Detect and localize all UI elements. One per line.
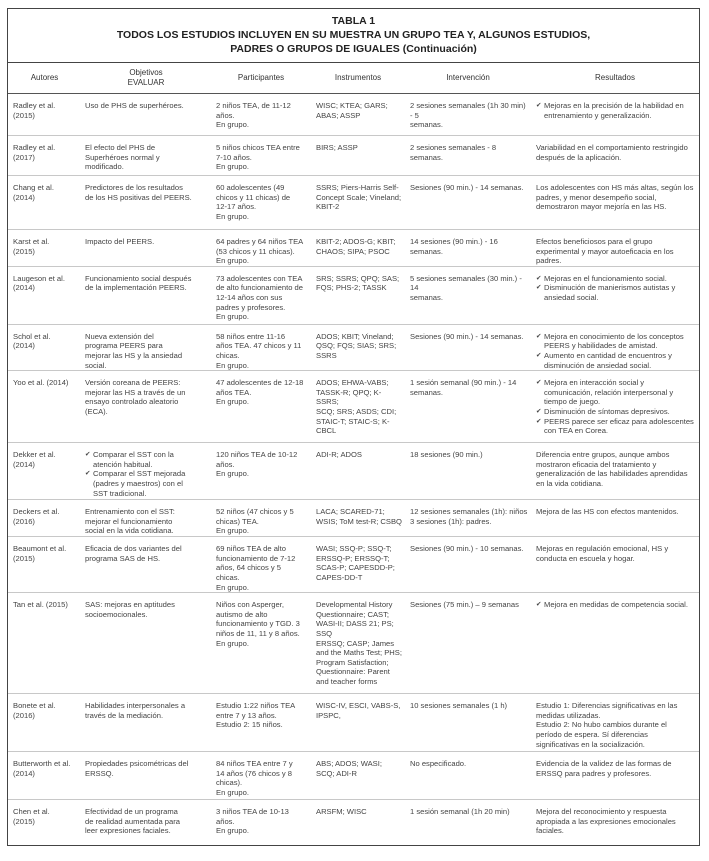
table-row bbox=[8, 136, 699, 176]
cell-resultados: Mejora de las HS con efectos mantenidos. bbox=[531, 500, 699, 537]
table-row bbox=[8, 800, 699, 861]
cell-instrumentos: SRS; SSRS; QPQ; SAS; FQS; PHS-2; TASSK bbox=[311, 266, 405, 324]
cell-autores: Chen et al. (2015) bbox=[13, 807, 50, 826]
cell-intervencion: 2 sesiones semanales (1h 30 min) - 5 semanas. bbox=[405, 94, 531, 136]
cell-participantes: 120 niños TEA de 10-12 años. En grupo. bbox=[211, 443, 311, 500]
cell-resultados: Los adolescentes con HS más altas, según los padres, y menor desempeño social, demostraron mayor mejoría en las HS. bbox=[531, 176, 699, 230]
table-frame bbox=[7, 8, 700, 846]
cell-instrumentos: ADOS; KBIT; Vineland; QSQ; FQS; SIAS; SRS; SSRS bbox=[311, 324, 405, 370]
table-caption-line-2: PADRES O GRUPOS DE IGUALES (Continuación) bbox=[230, 43, 477, 55]
cell-participantes: 2 niños TEA, de 11-12 años. En grupo. bbox=[211, 94, 311, 136]
cell-instrumentos: WISC-IV, ESCI, VABS-S, IPSPC, bbox=[311, 694, 405, 752]
cell-objetivos: Funcionamiento social después de la implementación PEERS. bbox=[81, 266, 211, 324]
cell-instrumentos: ABS; ADOS; WASI; SCQ; ADI-R bbox=[311, 752, 405, 800]
cell-instrumentos: KBIT-2; ADOS-G; KBIT; CHAOS; SIPA; PSOC bbox=[311, 230, 405, 267]
cell-instrumentos: WASI; SSQ-P; SSQ-T; ERSSQ-P; ERSSQ-T; SCAS-P; CAPESDD-P; CAPES-DD-T bbox=[311, 537, 405, 593]
cell-autores: Butterworth et al. (2014) bbox=[8, 752, 81, 800]
cell-autores: Radley et al. (2017) bbox=[8, 136, 81, 176]
header-row bbox=[8, 63, 699, 94]
cell-instrumentos: BIRS; ASSP bbox=[311, 136, 405, 176]
table-title bbox=[8, 9, 699, 63]
cell-intervencion: No especificado. bbox=[405, 752, 531, 800]
cell-resultados: Mejora del reconocimiento y respuesta apropiada a las expresiones emocionales faciales. bbox=[536, 807, 676, 836]
cell-participantes: Niños con Asperger, autismo de alto funcionamiento y TGD. 3 niños de 11, 11 y 8 años. En grupo. bbox=[211, 593, 311, 694]
cell-instrumentos: LACA; SCARED-71; WSIS; ToM test-R; CSBQ bbox=[311, 500, 405, 537]
checklist bbox=[536, 101, 696, 120]
checklist-item: ✔ Mejoras en la precisión de la habilidad en entrenamiento y generalización. bbox=[536, 101, 696, 120]
table-row bbox=[8, 537, 699, 593]
checklist-item: ✔ Mejora en conocimiento de los conceptos PEERS y habilidades de amistad. bbox=[536, 332, 696, 351]
column-header-autores: Autores bbox=[8, 63, 81, 94]
cell-intervencion: 14 sesiones (90 min.) - 16 semanas. bbox=[405, 230, 531, 267]
cell-intervencion: 10 sesiones semanales (1 h) bbox=[405, 694, 531, 752]
cell-intervencion: 5 sesiones semanales (30 min.) - 14 semanas. bbox=[405, 266, 531, 324]
cell-objetivos: El efecto del PHS de Superhéroes normal y modificado. bbox=[81, 136, 211, 176]
checklist bbox=[536, 600, 696, 610]
cell-objetivos bbox=[81, 443, 211, 500]
table-number: TABLA 1 bbox=[331, 15, 376, 27]
column-header-objetivos: Objetivos EVALUAR bbox=[81, 63, 211, 94]
cell-autores: Tan et al. (2015) bbox=[8, 593, 81, 694]
cell-intervencion: Sesiones (75 min.) – 9 semanas bbox=[405, 593, 531, 694]
cell-resultados bbox=[531, 371, 699, 443]
column-header-instrumentos: Instrumentos bbox=[311, 63, 405, 94]
table-row bbox=[8, 176, 699, 230]
cell-intervencion: Sesiones (90 min.) - 10 semanas. bbox=[405, 537, 531, 593]
cell-objetivos: Predictores de los resultados de los HS positivas del PEERS. bbox=[81, 176, 211, 230]
cell-resultados: Efectos beneficiosos para el grupo experimental y mayor autoeficacia en los padres. bbox=[531, 230, 699, 267]
cell-intervencion: Sesiones (90 min.) - 14 semanas. bbox=[405, 324, 531, 370]
cell-participantes: 47 adolescentes de 12-18 años TEA. En grupo. bbox=[211, 371, 311, 443]
cell-instrumentos: ARSFM; WISC bbox=[316, 807, 367, 817]
cell-autores: Karst et al. (2015) bbox=[8, 230, 81, 267]
cell-resultados: Estudio 1: Diferencias significativas en las medidas utilizadas. Estudio 2: No hubo cambios durante el período de espera. Sí diferencias significativas en la socialización. bbox=[531, 694, 699, 752]
cell-instrumentos: SSRS; Piers-Harris Self- Concept Scale; Vineland; KBIT-2 bbox=[311, 176, 405, 230]
cell-participantes: 84 niños TEA entre 7 y 14 años (76 chicos y 8 chicas). En grupo. bbox=[211, 752, 311, 800]
cell-autores: Radley et al. (2015) bbox=[8, 94, 81, 136]
cell-autores: Chang et al. (2014) bbox=[8, 176, 81, 230]
cell-resultados: Evidencia de la validez de las formas de ERSSQ para padres y profesores. bbox=[531, 752, 699, 800]
cell-instrumentos: ADOS; EHWA-VABS; TASSK-R; QPQ; K-SSRS; SCQ; SRS; ASDS; CDI; STAIC-T; STAIC-S; K- CBCL bbox=[311, 371, 405, 443]
column-header-participantes: Participantes bbox=[211, 63, 311, 94]
checklist-item: ✔ Mejoras en el funcionamiento social. bbox=[536, 274, 696, 284]
cell-participantes: 60 adolescentes (49 chicos y 11 chicas) de 12-17 años. En grupo. bbox=[211, 176, 311, 230]
cell-objetivos: Versión coreana de PEERS: mejorar las HS a través de un ensayo controlado aleatorio (ECA). bbox=[81, 371, 211, 443]
checklist bbox=[536, 332, 696, 370]
checklist bbox=[536, 274, 696, 303]
table-row bbox=[8, 752, 699, 800]
cell-autores: Bonete et al. (2016) bbox=[8, 694, 81, 752]
checklist-item: ✔ Disminución de síntomas depresivos. bbox=[536, 407, 696, 417]
cell-objetivos: SAS: mejoras en aptitudes socioemocionales. bbox=[81, 593, 211, 694]
checklist-item: ✔ Comparar el SST con la atención habitual. bbox=[85, 450, 208, 469]
cell-autores: Yoo et al. (2014) bbox=[8, 371, 81, 443]
cell-autores: Dekker et al. (2014) bbox=[8, 443, 81, 500]
table-row bbox=[8, 593, 699, 694]
checklist-item: ✔ Mejora en interacción social y comunicación, relación interpersonal y tiempo de juego. bbox=[536, 378, 696, 407]
cell-participantes: 5 niños chicos TEA entre 7-10 años. En grupo. bbox=[211, 136, 311, 176]
cell-resultados: Mejoras en regulación emocional, HS y conducta en escuela y hogar. bbox=[531, 537, 699, 593]
cell-autores: Deckers et al. (2016) bbox=[8, 500, 81, 537]
cell-resultados bbox=[531, 266, 699, 324]
cell-objetivos: Impacto del PEERS. bbox=[81, 230, 211, 267]
table-row bbox=[8, 230, 699, 267]
checklist bbox=[85, 450, 208, 498]
table-row bbox=[8, 371, 699, 443]
cell-resultados: Variabilidad en el comportamiento restringido después de la aplicación. bbox=[531, 136, 699, 176]
cell-participantes: Estudio 1:22 niños TEA entre 7 y 13 años. Estudio 2: 15 niños. bbox=[211, 694, 311, 752]
checklist-item: ✔ Disminución de manierismos autistas y ansiedad social. bbox=[536, 283, 696, 302]
cell-intervencion: 1 sesión semanal (1h 20 min) bbox=[410, 807, 510, 817]
cell-instrumentos: WISC; KTEA; GARS; ABAS; ASSP bbox=[311, 94, 405, 136]
cell-autores: Schol et al. (2014) bbox=[8, 324, 81, 370]
cell-participantes: 58 niños entre 11-16 años TEA. 47 chicos y 11 chicas. En grupo. bbox=[211, 324, 311, 370]
table-row bbox=[8, 266, 699, 324]
cell-intervencion: 1 sesión semanal (90 min.) - 14 semanas. bbox=[405, 371, 531, 443]
checklist bbox=[536, 378, 696, 436]
cell-resultados: Diferencia entre grupos, aunque ambos mostraron eficacia del tratamiento y generalización de las habilidades aprendidas en la vida cotidiana. bbox=[531, 443, 699, 500]
cell-objetivos: Propiedades psicométricas del ERSSQ. bbox=[81, 752, 211, 800]
cell-resultados bbox=[531, 593, 699, 694]
checklist-item: ✔ Mejora en medidas de competencia social. bbox=[536, 600, 696, 610]
cell-intervencion: 2 sesiones semanales - 8 semanas. bbox=[405, 136, 531, 176]
cell-intervencion: Sesiones (90 min.) - 14 semanas. bbox=[405, 176, 531, 230]
cell-intervencion: 18 sesiones (90 min.) bbox=[405, 443, 531, 500]
table-body bbox=[8, 94, 699, 861]
table-caption-line-1: TODOS LOS ESTUDIOS INCLUYEN EN SU MUESTRA UN GRUPO TEA Y, ALGUNOS ESTUDIOS, bbox=[116, 29, 591, 41]
cell-objetivos: Eficacia de dos variantes del programa SAS de HS. bbox=[81, 537, 211, 593]
table-row bbox=[8, 324, 699, 370]
table-row bbox=[8, 443, 699, 500]
cell-resultados bbox=[531, 94, 699, 136]
cell-instrumentos: ADI-R; ADOS bbox=[311, 443, 405, 500]
cell-objetivos: Efectividad de un programa de realidad aumentada para leer expresiones faciales. bbox=[85, 807, 180, 836]
cell-objetivos: Uso de PHS de superhéroes. bbox=[81, 94, 211, 136]
column-header-resultados: Resultados bbox=[531, 63, 699, 94]
cell-participantes: 52 niños (47 chicos y 5 chicas) TEA. En grupo. bbox=[211, 500, 311, 537]
table-row bbox=[8, 94, 699, 136]
cell-participantes: 3 niños TEA de 10-13 años. En grupo. bbox=[216, 807, 289, 836]
table-row bbox=[8, 694, 699, 752]
cell-objetivos: Nueva extensión del programa PEERS para mejorar las HS y la ansiedad social. bbox=[81, 324, 211, 370]
cell-objetivos: Entrenamiento con el SST: mejorar el funcionamiento social en la vida cotidiana. bbox=[81, 500, 211, 537]
cell-objetivos: Habilidades interpersonales a través de la mediación. bbox=[81, 694, 211, 752]
cell-participantes: 64 padres y 64 niños TEA (53 chicos y 11 chicas). En grupo. bbox=[211, 230, 311, 267]
cell-instrumentos: Developmental History Questionnaire; CAST; WASI-II; DASS 21; PS; SSQ ERSSQ; CASP; James and the Maths Test; PHS; Program Satisfaction; Questionnaire: Parent and teacher forms bbox=[311, 593, 405, 694]
cell-autores: Laugeson et al. (2014) bbox=[8, 266, 81, 324]
checklist-item: ✔ Aumento en cantidad de encuentros y disminución de ansiedad social. bbox=[536, 351, 696, 370]
checklist-item: ✔ PEERS parece ser eficaz para adolescentes con TEA en Corea. bbox=[536, 417, 696, 436]
studies-table bbox=[8, 63, 699, 861]
column-header-intervencion: Intervención bbox=[405, 63, 531, 94]
cell-autores: Beaumont et al. (2015) bbox=[8, 537, 81, 593]
cell-participantes: 73 adolescentes con TEA de alto funcionamiento de 12-14 años con sus padres y profesores. En grupo. bbox=[211, 266, 311, 324]
checklist-item: ✔ Comparar el SST mejorada (padres y maestros) con el SST tradicional. bbox=[85, 469, 208, 498]
table-row bbox=[8, 500, 699, 537]
cell-participantes: 69 niños TEA de alto funcionamiento de 7-12 años, 64 chicos y 5 chicas. En grupo. bbox=[211, 537, 311, 593]
cell-intervencion: 12 sesiones semanales (1h): niños 3 sesiones (1h): padres. bbox=[405, 500, 531, 537]
cell-resultados bbox=[531, 324, 699, 370]
